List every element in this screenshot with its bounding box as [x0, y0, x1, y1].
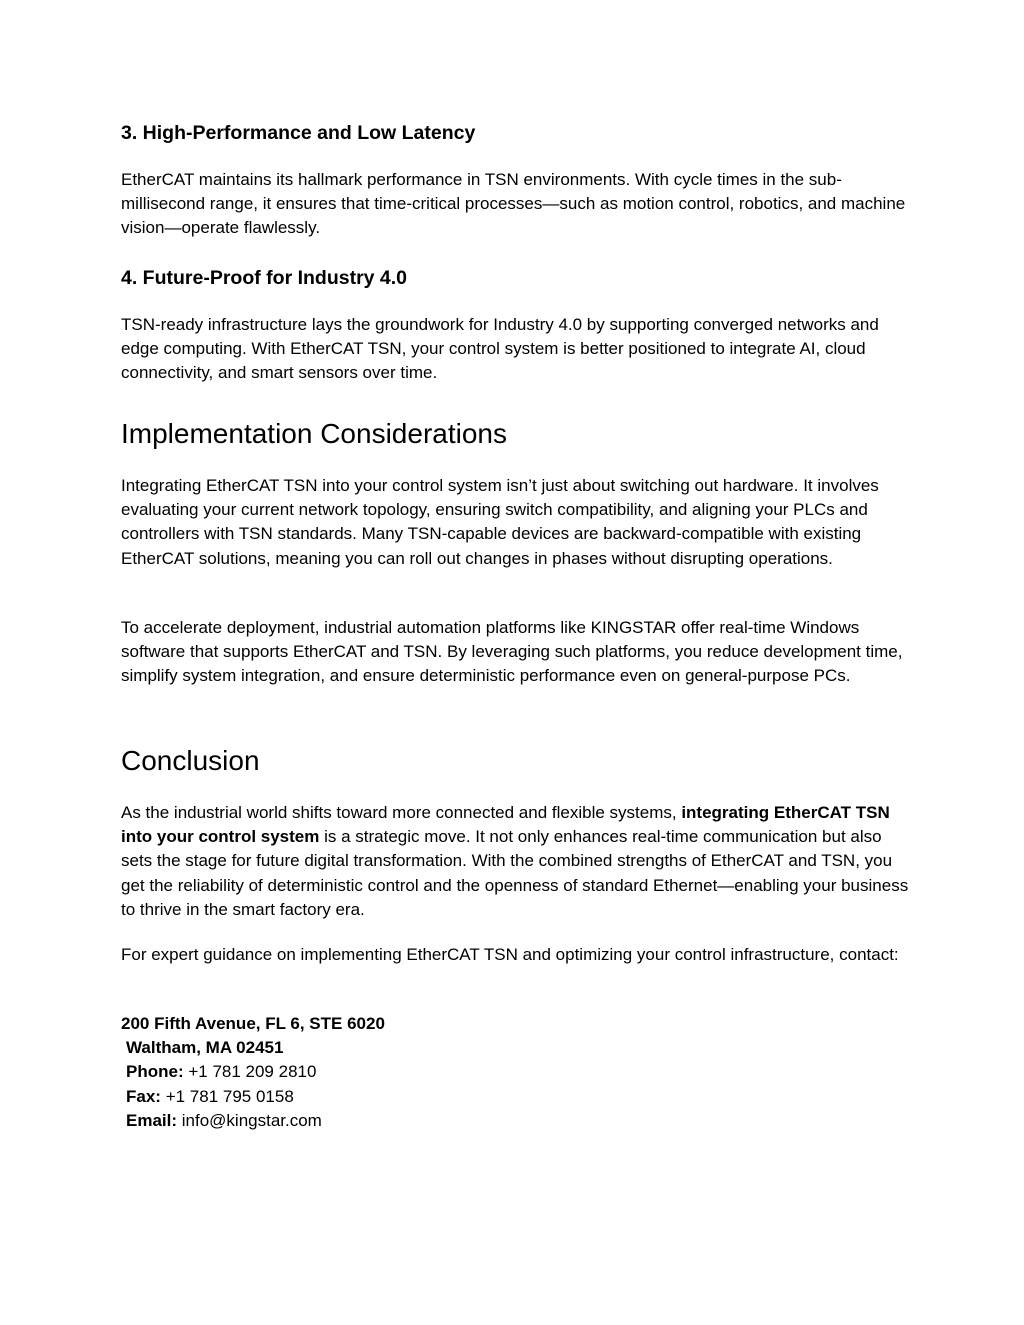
fax-value: +1 781 795 0158	[160, 1086, 294, 1106]
section-heading-implementation: Implementation Considerations	[121, 418, 507, 449]
implementation-paragraph-1: Integrating EtherCAT TSN into your control system isn’t just about switching out hardware. It involves evaluating your current network topology, ensuring switch compatibility, and aligning your PLCs and controllers with TSN standards. Many TSN-capable devices are backward-compatible with existing EtherCAT solutions, meaning you can roll out changes in phases without disrupting operations.	[121, 476, 879, 568]
conclusion-text-end: is a strategic move. It not only enhances real-time communication but also sets the stage for future digital transformation. With the combined strengths of EtherCAT and TSN, you get the reliability of deterministic control and the openness of standard Ethernet—enabling your business to thrive in the smart factory era.	[121, 827, 909, 919]
email-value: info@kingstar.com	[177, 1110, 322, 1130]
section-heading-conclusion: Conclusion	[121, 745, 260, 776]
fax-line	[121, 1085, 385, 1109]
section-heading-future-proof: 4. Future-Proof for Industry 4.0	[121, 267, 408, 289]
conclusion-paragraph-2: For expert guidance on implementing EtherCAT TSN and optimizing your control infrastructure, contact:	[121, 945, 899, 964]
phone-value: +1 781 209 2810	[183, 1062, 317, 1082]
fax-label: Fax:	[126, 1086, 161, 1106]
email-label: Email:	[126, 1110, 178, 1130]
address-line-1: 200 Fifth Avenue, FL 6, STE 6020	[121, 1014, 385, 1033]
future-proof-paragraph: TSN-ready infrastructure lays the groundwork for Industry 4.0 by supporting converged networks and edge computing. With EtherCAT TSN, your control system is better positioned to integrate AI, cloud connectivity, and smart sensors over time.	[121, 315, 879, 383]
conclusion-bold-phrase: integrating EtherCAT TSN into your control system	[121, 803, 890, 847]
phone-label: Phone:	[126, 1062, 184, 1082]
email-line	[121, 1109, 385, 1133]
performance-paragraph: EtherCAT maintains its hallmark performance in TSN environments. With cycle times in the sub-millisecond range, it ensures that time-critical processes—such as motion control, robotics, and machine vision—operate flawlessly.	[121, 170, 906, 238]
address-line-2: Waltham, MA 02451	[126, 1038, 284, 1058]
conclusion-text-start: As the industrial world shifts toward more connected and flexible systems,	[121, 803, 682, 822]
phone-line	[121, 1060, 385, 1084]
contact-block	[121, 1012, 385, 1133]
section-heading-performance: 3. High-Performance and Low Latency	[121, 122, 476, 144]
implementation-paragraph-2: To accelerate deployment, industrial automation platforms like KINGSTAR offer real-time Windows software that supports EtherCAT and TSN. By leveraging such platforms, you reduce development time, simplify system integration, and ensure deterministic performance even on general-purpose PCs.	[121, 618, 903, 686]
conclusion-paragraph-1	[121, 801, 911, 922]
